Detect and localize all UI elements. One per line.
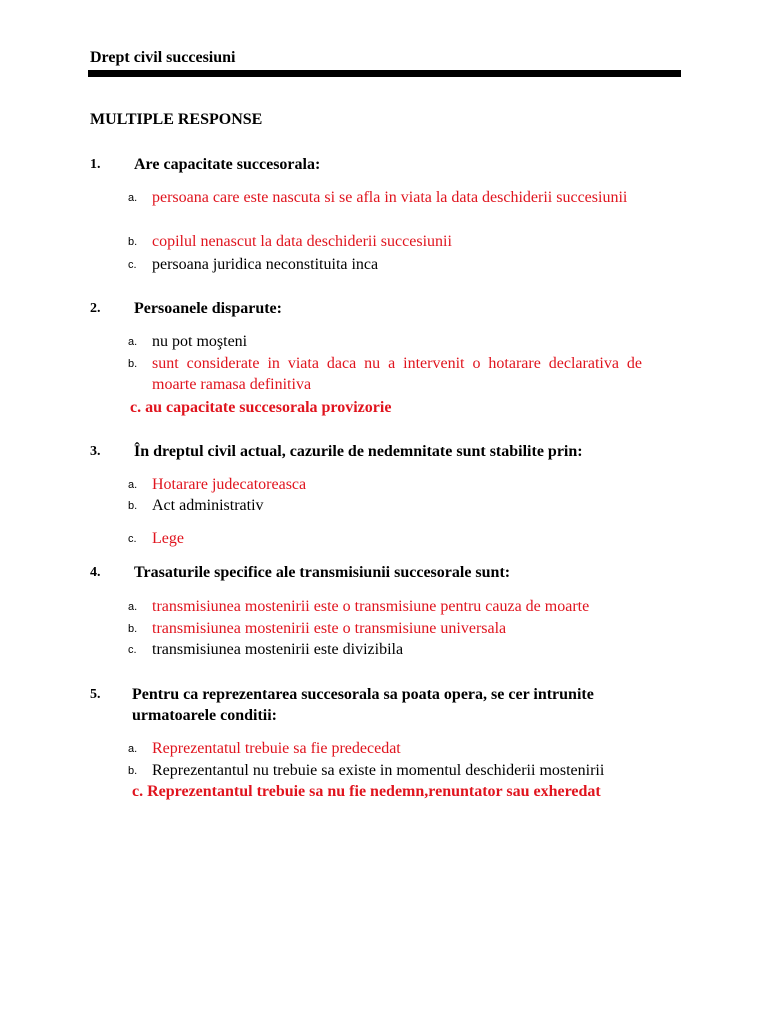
question-number: 3. (90, 444, 101, 459)
option-text: c. Reprezentantul trebuie sa nu fie nedemn,renuntator sau exheredat (132, 783, 601, 800)
option-text: persoana juridica neconstituita inca (152, 256, 379, 273)
option-letter: b. (128, 500, 138, 512)
option-letter: b. (128, 765, 138, 777)
document-header-title: Drept civil succesiuni (90, 49, 236, 66)
question-number: 2. (90, 301, 101, 316)
option-text: sunt considerate in viata daca nu a intervenit o hotarare declarativa de moarte ramasa definitiva (152, 355, 642, 393)
option-text: persoana care este nascuta si se afla in viata la data deschiderii succesiunii (152, 189, 628, 206)
question-number: 4. (90, 565, 101, 580)
option-letter: a. (128, 479, 138, 491)
option-text: copilul nenascut la data deschiderii succesiunii (152, 233, 452, 250)
question-text: Are capacitate succesorala: (134, 156, 321, 173)
option-letter: a. (128, 743, 138, 755)
option-text: Lege (152, 530, 184, 547)
option-text: nu pot moşteni (152, 333, 248, 350)
option-text: Act administrativ (152, 497, 264, 514)
option-letter: a. (128, 601, 138, 613)
question-text: Trasaturile specifice ale transmisiunii succesorale sunt: (134, 564, 511, 581)
option-text: Reprezentatul trebuie sa fie predecedat (152, 740, 401, 757)
question-number: 1. (90, 157, 101, 172)
section-title: MULTIPLE RESPONSE (90, 111, 263, 128)
option-letter: c. (128, 533, 137, 545)
option-letter: b. (128, 236, 138, 248)
question-text: Pentru ca reprezentarea succesorala sa poata opera, se cer intrunite urmatoarele conditii: (132, 686, 594, 724)
option-letter: c. (128, 644, 137, 656)
option-letter: b. (128, 623, 138, 635)
option-text: Hotarare judecatoreasca (152, 476, 307, 493)
option-letter: a. (128, 192, 138, 204)
question-text: Persoanele disparute: (134, 300, 282, 317)
option-text: transmisiunea mostenirii este divizibila (152, 641, 404, 658)
option-letter: b. (128, 358, 138, 370)
question-number: 5. (90, 687, 101, 702)
header-divider (88, 70, 681, 77)
option-letter: c. (128, 259, 137, 271)
question-text: În dreptul civil actual, cazurile de nedemnitate sunt stabilite prin: (134, 443, 583, 460)
option-text: c. au capacitate succesorala provizorie (130, 399, 392, 416)
option-letter: a. (128, 336, 138, 348)
option-text: Reprezentantul nu trebuie sa existe in momentul deschiderii mostenirii (152, 762, 605, 779)
option-text: transmisiunea mostenirii este o transmisiune universala (152, 620, 507, 637)
option-text: transmisiunea mostenirii este o transmisiune pentru cauza de moarte (152, 598, 590, 615)
